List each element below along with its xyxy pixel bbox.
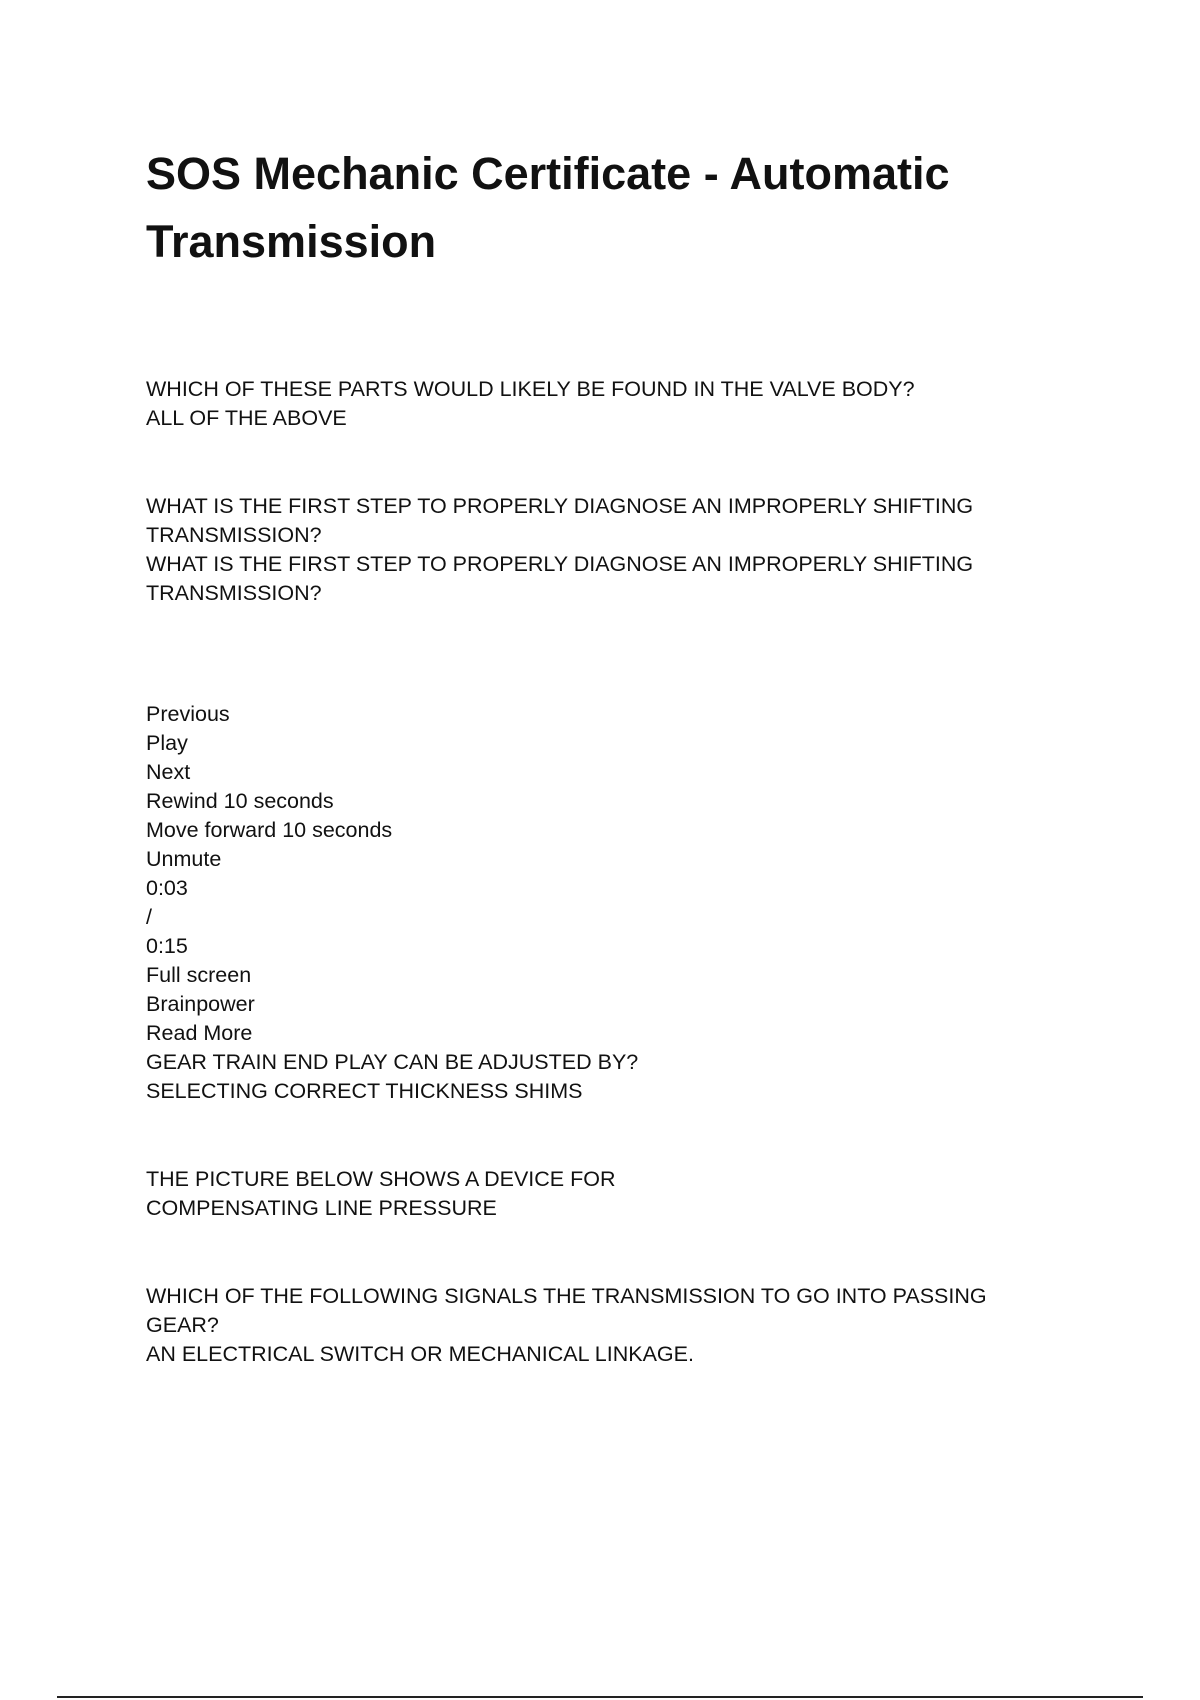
qa-block bbox=[146, 492, 1046, 608]
page-title: SOS Mechanic Certificate - Automatic Transmission bbox=[146, 148, 950, 267]
qa-block bbox=[146, 1282, 1046, 1369]
question-text: WHICH OF THE FOLLOWING SIGNALS THE TRANSMISSION TO GO INTO PASSING GEAR? bbox=[146, 1284, 987, 1337]
answer-text: AN ELECTRICAL SWITCH OR MECHANICAL LINKAGE. bbox=[146, 1342, 694, 1366]
fullscreen-button[interactable]: Full screen bbox=[146, 963, 252, 987]
current-time: 0:03 bbox=[146, 876, 188, 900]
answer-text: COMPENSATING LINE PRESSURE bbox=[146, 1196, 497, 1220]
next-button[interactable]: Next bbox=[146, 760, 191, 784]
qa-block bbox=[146, 1048, 1046, 1106]
brainpower-link[interactable]: Brainpower bbox=[146, 992, 255, 1016]
qa-block bbox=[146, 375, 1046, 433]
read-more-link[interactable]: Read More bbox=[146, 1021, 253, 1045]
answer-text: SELECTING CORRECT THICKNESS SHIMS bbox=[146, 1079, 583, 1103]
qa-block bbox=[146, 1165, 1046, 1223]
play-button[interactable]: Play bbox=[146, 731, 188, 755]
question-text: WHAT IS THE FIRST STEP TO PROPERLY DIAGNOSE AN IMPROPERLY SHIFTING TRANSMISSION? bbox=[146, 494, 974, 547]
answer-text: ALL OF THE ABOVE bbox=[146, 406, 347, 430]
rewind-button[interactable]: Rewind 10 seconds bbox=[146, 789, 334, 813]
question-text: GEAR TRAIN END PLAY CAN BE ADJUSTED BY? bbox=[146, 1050, 639, 1074]
previous-button[interactable]: Previous bbox=[146, 702, 230, 726]
media-player-controls bbox=[146, 700, 1046, 1048]
question-text: WHICH OF THESE PARTS WOULD LIKELY BE FOUND IN THE VALVE BODY? bbox=[146, 377, 915, 401]
unmute-button[interactable]: Unmute bbox=[146, 847, 222, 871]
answer-text: WHAT IS THE FIRST STEP TO PROPERLY DIAGNOSE AN IMPROPERLY SHIFTING TRANSMISSION? bbox=[146, 552, 974, 605]
question-text: THE PICTURE BELOW SHOWS A DEVICE FOR bbox=[146, 1167, 616, 1191]
footer-divider bbox=[57, 1696, 1143, 1698]
time-separator: / bbox=[146, 905, 152, 929]
duration: 0:15 bbox=[146, 934, 188, 958]
forward-button[interactable]: Move forward 10 seconds bbox=[146, 818, 393, 842]
document-page bbox=[146, 140, 1046, 1366]
